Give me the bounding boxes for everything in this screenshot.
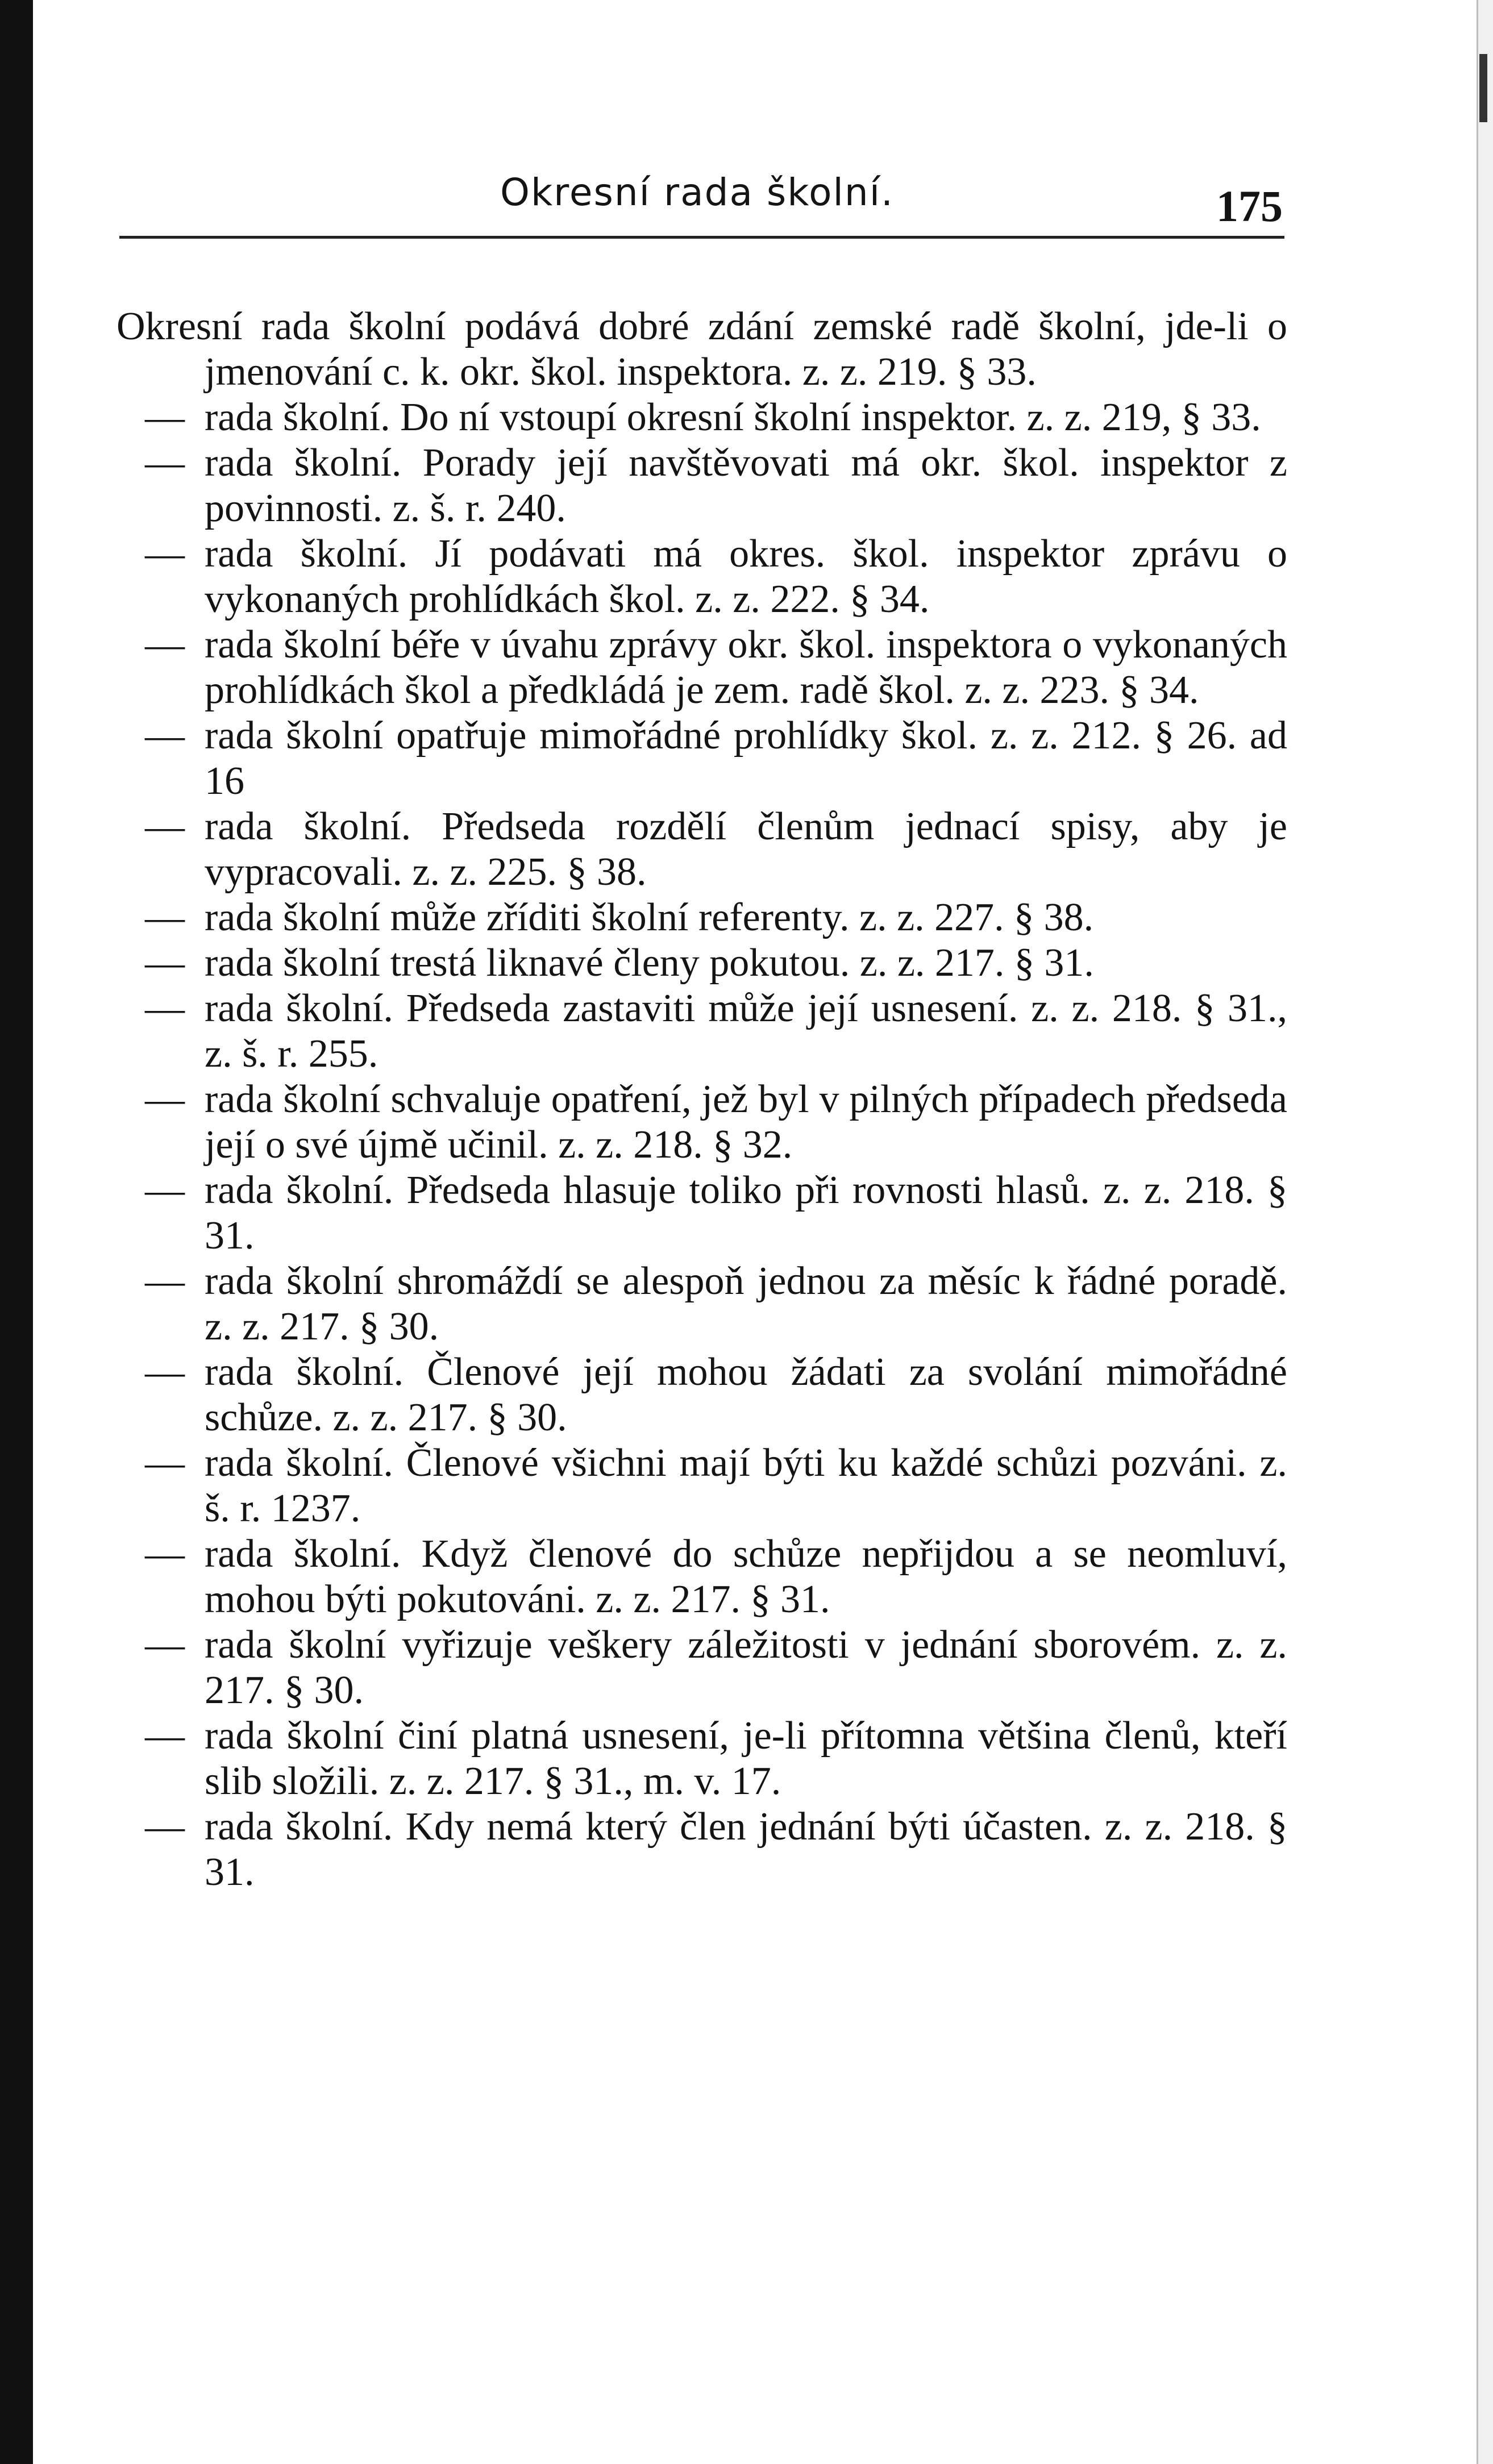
index-entry [117,1531,1287,1622]
index-entry [117,986,1287,1077]
scan-right-edge [1477,0,1493,2464]
entry-text: rada školní trestá liknavé členy pokutou. z. z. 217. § 31. [205,941,1094,985]
entry-text: rada školní schvaluje opatření, jež byl v pilných případech předseda její o své újmě učinil. z. z. 218. § 32. [205,1077,1287,1167]
entry-dash: — [145,1168,185,1212]
entry-text: rada školní. Do ní vstoupí okresní školní inspektor. z. z. 219, § 33. [205,396,1261,439]
index-entry [117,1350,1287,1441]
index-entry [117,622,1287,713]
entry-text: rada školní opatřuje mimořádné prohlídky škol. z. z. 212. § 26. ad 16 [205,714,1287,803]
index-entry [117,395,1287,440]
index-entry [117,1804,1287,1895]
entry-dash: — [145,1077,185,1121]
entry-dash: — [145,805,185,848]
index-entry [117,1713,1287,1804]
index-entry [117,713,1287,804]
entry-text: rada školní. Předseda hlasuje toliko při rovnosti hlasů. z. z. 218. § 31. [205,1168,1287,1258]
index-entry [117,531,1287,622]
scan-left-edge [0,0,33,2464]
entry-text: rada školní. Členové její mohou žádati za svolání mimořádné schůze. z. z. 217. § 30. [205,1350,1287,1439]
entry-text: rada školní shromáždí se alespoň jednou za měsíc k řádné poradě. z. z. 217. § 30. [205,1259,1287,1348]
entry-dash: — [145,1441,185,1485]
entry-dash: — [145,1714,185,1758]
entry-dash: — [145,1805,185,1849]
entry-dash: — [145,1532,185,1576]
index-entry [117,1259,1287,1350]
entry-dash: — [145,941,185,985]
index-entry [117,440,1287,531]
entry-dash: — [145,714,185,757]
entry-dash: — [145,396,185,439]
header-rule [119,236,1284,239]
index-entry [117,1077,1287,1168]
entry-dash: — [145,987,185,1030]
entry-text: rada školní. Jí podávati má okres. škol. inspektor zprávu o vykonaných prohlídkách škol. z. z. 222. § 34. [205,532,1287,621]
entry-dash: — [145,1350,185,1394]
entry-dash: — [145,623,185,667]
entry-dash: — [145,896,185,939]
entry-text: rada školní. Porady její navštěvovati má okr. škol. inspektor z povinnosti. z. š. r. 240. [205,441,1287,530]
entry-text: rada školní vyřizuje veškery záležitosti v jednání sborovém. z. z. 217. § 30. [205,1623,1287,1712]
index-entry [117,1622,1287,1713]
entry-dash: — [145,1623,185,1667]
entry-text: rada školní. Předseda zastaviti může její usnesení. z. z. 218. § 31., z. š. r. 255. [205,987,1287,1076]
entry-text: rada školní může zříditi školní referenty. z. z. 227. § 38. [205,896,1094,939]
entry-dash: — [145,441,185,485]
index-entry [117,1441,1287,1531]
page-number: 175 [1216,181,1283,231]
entry-text: rada školní. Předseda rozdělí členům jednací spisy, aby je vypracovali. z. z. 225. § 38. [205,805,1287,894]
entry-dash: — [145,532,185,576]
index-entries [117,304,1287,1895]
entry-text: rada školní. Když členové do schůze nepřijdou a se neomluví, mohou býti pokutováni. z. z. 217. § 31. [205,1532,1287,1621]
entry-dash: — [145,1259,185,1303]
scan-edge-mark [1479,54,1487,122]
running-title: Okresní rada školní. [500,170,895,214]
entry-text: rada školní. Členové všichni mají býti ku každé schůzi pozváni. z. š. r. 1237. [205,1441,1287,1530]
entry-text: rada školní. Kdy nemá který člen jednání býti účasten. z. z. 218. § 31. [205,1805,1287,1894]
entry-text: Okresní rada školní podává dobré zdání zemské radě školní, jde-li o jmenování c. k. okr. škol. inspektora. z. z. 219. § 33. [117,305,1287,394]
index-entry [117,804,1287,895]
entry-text: rada školní činí platná usnesení, je-li přítomna většina členů, kteří slib složili. z. z. 217. § 31., m. v. 17. [205,1714,1287,1803]
index-entry [117,895,1287,940]
index-entry [117,1168,1287,1259]
entry-text: rada školní béře v úvahu zprávy okr. škol. inspektora o vykonaných prohlídkách škol a předkládá je zem. radě škol. z. z. 223. § 34. [205,623,1287,712]
index-entry [117,304,1287,395]
index-entry [117,940,1287,986]
